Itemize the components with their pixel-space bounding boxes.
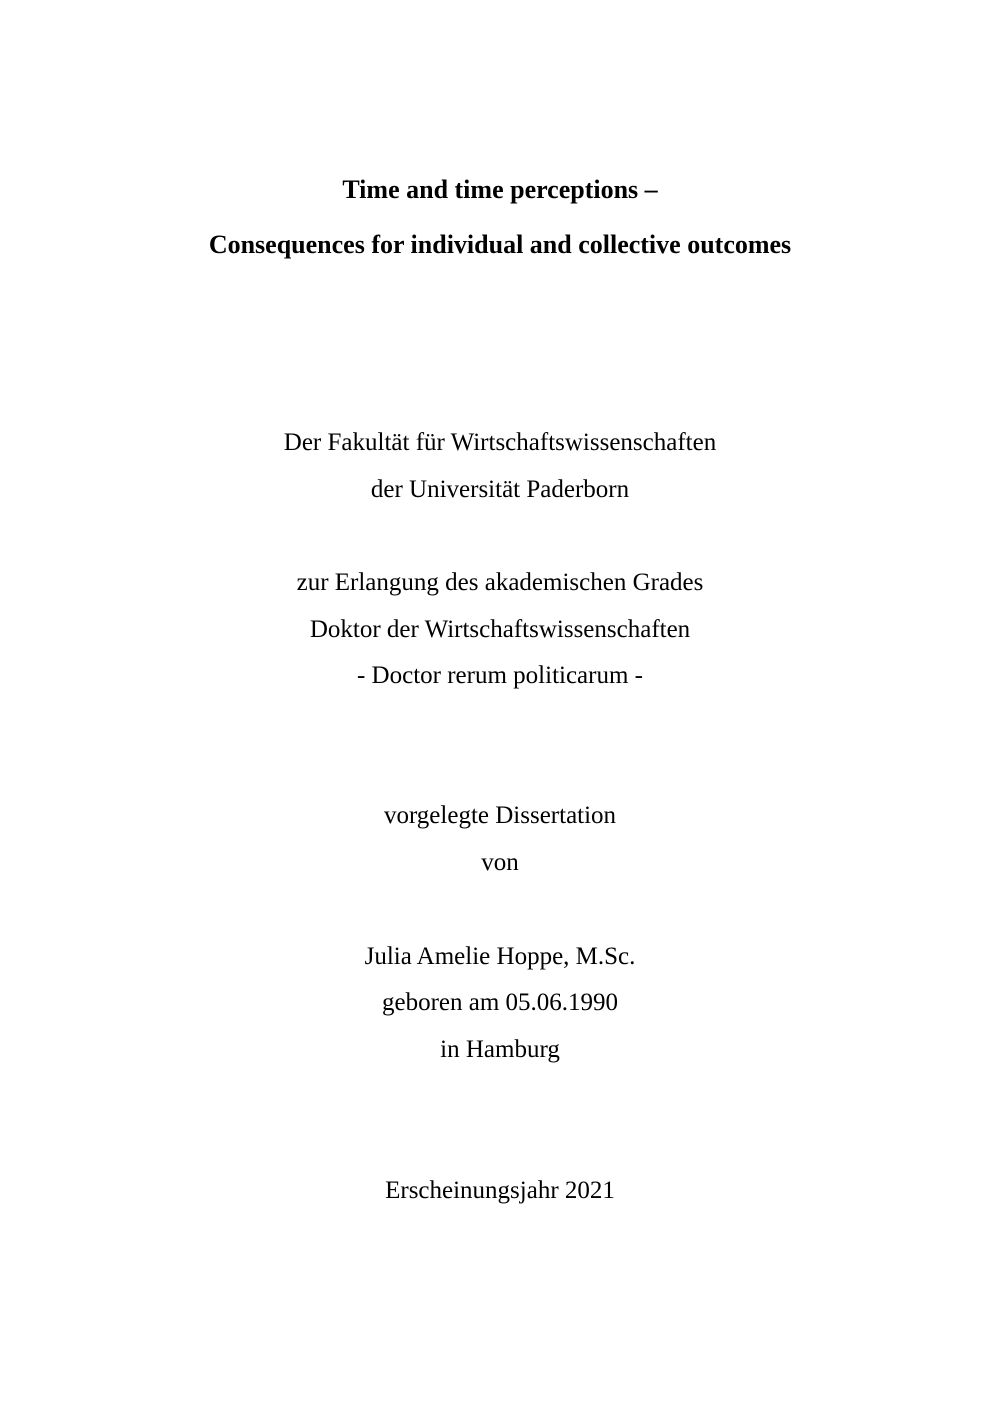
author-birth-date: geboren am 05.06.1990	[381, 989, 619, 1016]
degree-line-1: zur Erlangung des akademischen Grades	[296, 569, 704, 596]
faculty-line-1: Der Fakultät für Wirtschaftswissenschaften	[283, 429, 717, 456]
submission-line-2: von	[481, 849, 519, 876]
publication-year: Erscheinungsjahr 2021	[385, 1177, 615, 1204]
faculty-line-2: der Universität Paderborn	[370, 476, 630, 503]
degree-line-3: - Doctor rerum politicarum -	[356, 662, 643, 689]
degree-line-2: Doktor der Wirtschaftswissenschaften	[309, 616, 691, 643]
thesis-title-line-2: Consequences for individual and collective outcomes	[208, 230, 792, 259]
author-name: Julia Amelie Hoppe, M.Sc.	[364, 943, 636, 970]
submission-line-1: vorgelegte Dissertation	[383, 802, 617, 829]
thesis-title-line-1: Time and time perceptions –	[342, 175, 658, 204]
author-birth-place: in Hamburg	[440, 1036, 560, 1063]
